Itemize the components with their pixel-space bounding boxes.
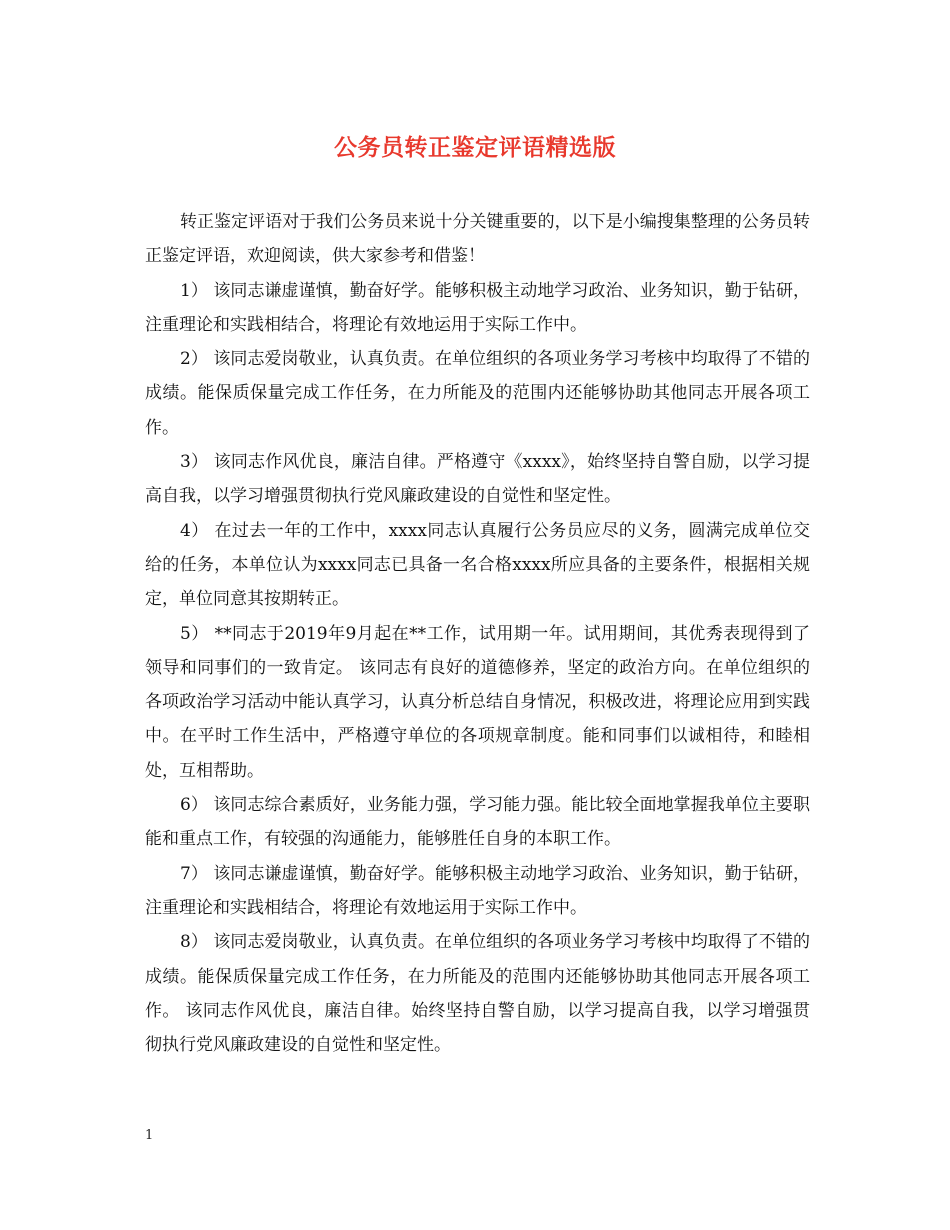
comment-paragraph-1: 1） 该同志谦虚谨慎，勤奋好学。能够积极主动地学习政治、业务知识，勤于钻研，注重理论和实践相结合，将理论有效地运用于实际工作中。 <box>145 280 810 335</box>
comment-paragraph-2: 2） 该同志爱岗敬业，认真负责。在单位组织的各项业务学习考核中均取得了不错的成绩。能保质保量完成工作任务，在力所能及的范围内还能够协助其他同志开展各项工作。 <box>145 349 810 438</box>
comment-paragraph-3: 3） 该同志作风优良，廉洁自律。严格遵守《xxxx》，始终坚持自警自励，以学习提高自我，以学习增强贯彻执行党风廉政建设的自觉性和坚定性。 <box>145 452 810 507</box>
page-number: 1 <box>145 1128 154 1143</box>
document-title: 公务员转正鉴定评语精选版 <box>334 134 616 161</box>
comment-paragraph-5: 5） **同志于2019年9月起在**工作，试用期一年。试用期间，其优秀表现得到了领导和同事们的一致肯定。 该同志有良好的道德修养，坚定的政治方向。在单位组织的各项政治学习活动中能认真学习，认真分析总结自身情况，积极改进，将理论应用到实践中。在平时工作生活中，严格遵守单位的各项规章制度。能和同事们以诚相待，和睦相处，互相帮助。 <box>145 623 810 781</box>
comment-paragraph-6: 6） 该同志综合素质好，业务能力强，学习能力强。能比较全面地掌握我单位主要职能和重点工作，有较强的沟通能力，能够胜任自身的本职工作。 <box>145 795 810 850</box>
comment-paragraph-4: 4） 在过去一年的工作中，xxxx同志认真履行公务员应尽的义务，圆满完成单位交给的任务，本单位认为xxxx同志已具备一名合格xxxx所应具备的主要条件，根据相关规定，单位同意其按期转正。 <box>145 520 810 610</box>
comment-paragraph-8: 8） 该同志爱岗敬业，认真负责。在单位组织的各项业务学习考核中均取得了不错的成绩。能保质保量完成工作任务，在力所能及的范围内还能够协助其他同志开展各项工作。 该同志作风优良，廉洁自律。始终坚持自警自励，以学习提高自我，以学习增强贯彻执行党风廉政建设的自觉性和坚定性。 <box>145 932 810 1056</box>
comment-paragraph-7: 7） 该同志谦虚谨慎，勤奋好学。能够积极主动地学习政治、业务知识，勤于钻研，注重理论和实践相结合，将理论有效地运用于实际工作中。 <box>145 863 810 918</box>
document-body <box>145 205 810 1062</box>
intro-paragraph: 转正鉴定评语对于我们公务员来说十分关键重要的，以下是小编搜集整理的公务员转正鉴定评语，欢迎阅读，供大家参考和借鉴！ <box>145 212 810 267</box>
